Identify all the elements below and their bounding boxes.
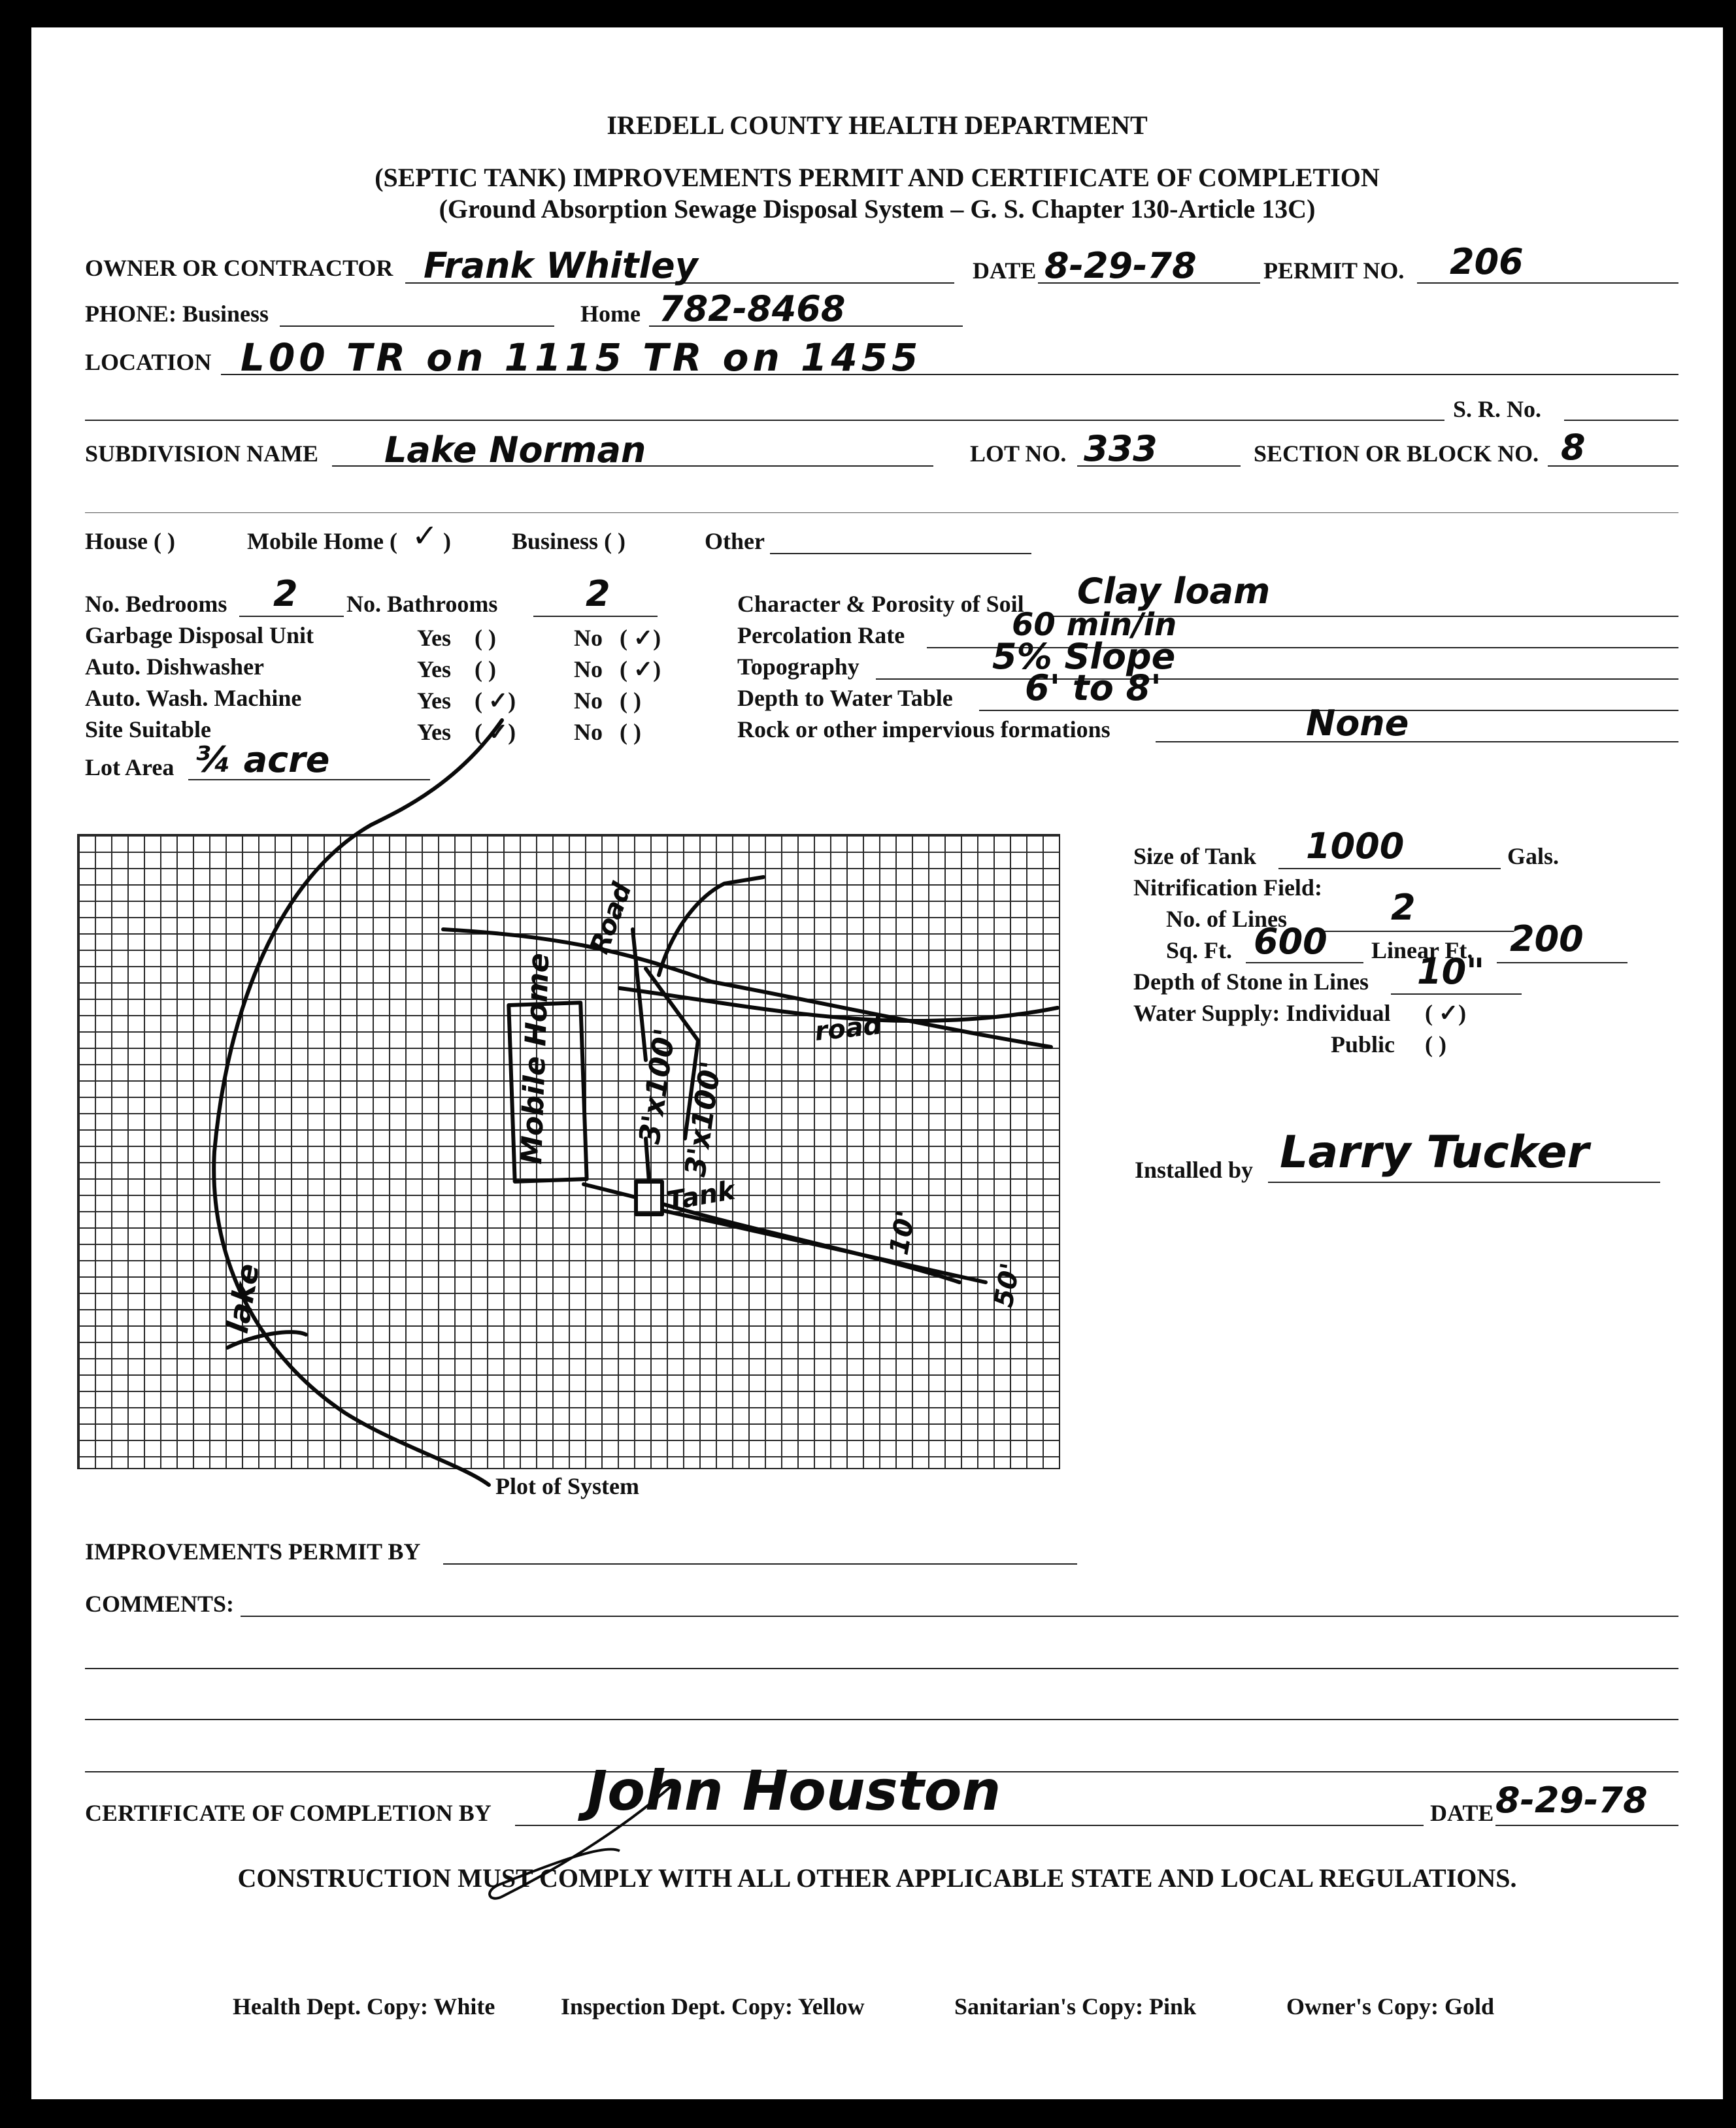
phone-home-label: Home [580,301,641,327]
form-subtitle: (Ground Absorption Sewage Disposal System – G. S. Chapter 130-Article 13C) [439,194,1316,224]
date-label: DATE [973,258,1037,284]
garbage-no: No [574,625,603,651]
soil-value[interactable]: Clay loam [1077,571,1271,612]
section-label: SECTION OR BLOCK NO. [1254,441,1539,467]
site-suitable-label: Site Suitable [85,716,212,742]
sqft-label: Sq. Ft. [1166,937,1233,963]
form-title: (SEPTIC TANK) IMPROVEMENTS PERMIT AND CERTIFICATE OF COMPLETION [375,163,1380,192]
permit-value[interactable]: 206 [1450,241,1524,282]
plot-caption: Plot of System [495,1473,639,1499]
plot-note-distance: 10' [884,1208,922,1257]
nitrification-label: Nitrification Field: [1133,874,1322,901]
site-suitable-yes: Yes [417,719,451,745]
sr-no-label: S. R. No. [1453,396,1542,422]
copy-sanitarian: Sanitarian's Copy: Pink [954,1993,1197,2020]
perc-label: Percolation Rate [737,622,905,648]
field-line-c [662,1210,986,1282]
bathrooms-label: No. Bathrooms [346,591,498,617]
linear-value[interactable]: 200 [1510,918,1584,959]
location-label: LOCATION [85,349,212,375]
dishwasher-yes: Yes [417,656,451,682]
public-mark[interactable]: ( ) [1425,1031,1446,1057]
bedrooms-label: No. Bedrooms [85,591,227,617]
perc-value[interactable]: 60 min/in [1012,607,1177,643]
site-suitable-no: No [574,719,603,745]
owner-label: OWNER OR CONTRACTOR [85,255,393,281]
public-label: Public [1331,1031,1395,1057]
installed-by-label: Installed by [1135,1157,1254,1183]
sqft-value[interactable]: 600 [1254,921,1327,962]
phone-home-value[interactable]: 782-8468 [659,288,846,329]
wash-machine-no-box[interactable]: ( ) [620,688,641,714]
lake-shore-curve [214,720,502,1485]
owner-value[interactable]: Frank Whitley [424,245,698,286]
water-table-value[interactable]: 6' to 8' [1025,667,1161,708]
topography-label: Topography [737,654,860,680]
tank-size-value[interactable]: 1000 [1306,825,1405,867]
certificate-signature[interactable]: John Houston [587,1759,1001,1823]
copy-health: Health Dept. Copy: White [233,1993,495,2020]
water-individual-mark[interactable]: ( ✓) [1425,1000,1467,1026]
tank-size-label: Size of Tank [1133,843,1257,869]
certificate-date-label: DATE [1430,1800,1494,1826]
plot-note-field-2: 3'x100' [678,1059,728,1179]
subdivision-value[interactable]: Lake Norman [384,429,646,471]
dishwasher-no: No [574,656,603,682]
copy-owner: Owner's Copy: Gold [1286,1993,1495,2020]
site-suitable-yes-box[interactable]: ( ✓) [475,719,516,745]
certificate-label: CERTIFICATE OF COMPLETION BY [85,1800,492,1826]
garbage-no-box[interactable]: ( ✓) [620,625,661,651]
linear-label: Linear Ft. [1371,937,1473,963]
certificate-date-value[interactable]: 8-29-78 [1495,1780,1648,1821]
garbage-yes-box[interactable]: ( ) [475,625,496,651]
house-sewer-line [584,1184,636,1197]
lot-area-label: Lot Area [85,754,175,780]
phone-business-label: PHONE: Business [85,301,269,327]
water-supply-label: Water Supply: Individual [1133,1000,1391,1026]
lot-label: LOT NO. [970,441,1067,467]
stone-value[interactable]: 10" [1417,951,1485,992]
wash-machine-yes-box[interactable]: ( ✓) [475,688,516,714]
plot-note-tank: Tank [664,1175,737,1217]
lines-label: No. of Lines [1166,906,1288,932]
date-value[interactable]: 8-29-78 [1044,245,1197,286]
gals-label: Gals. [1507,843,1560,869]
field-line-a [646,1139,649,1182]
signature-flourish [490,1786,672,1899]
topography-value[interactable]: 5% Slope [992,636,1176,677]
wash-machine-no: No [574,688,603,714]
lines-value[interactable]: 2 [1391,887,1416,928]
permit-label: PERMIT NO. [1263,258,1405,284]
dishwasher-no-box[interactable]: ( ✓) [620,656,661,682]
plot-sketch [31,27,1723,2099]
mobile-home-option[interactable]: Mobile Home ( [247,528,397,554]
house-option[interactable]: House ( ) [85,528,175,554]
plot-note-setback: 50' [988,1260,1026,1310]
subdivision-label: SUBDIVISION NAME [85,441,319,467]
other-label: Other [705,528,765,554]
rock-label: Rock or other impervious formations [737,716,1110,742]
lot-area-value[interactable]: ¾ acre [195,739,330,780]
plot-note-lake: lake [219,1261,267,1336]
installed-by-value[interactable]: Larry Tucker [1280,1127,1590,1178]
lot-value[interactable]: 333 [1084,428,1158,469]
improvements-permit-label: IMPROVEMENTS PERMIT BY [85,1538,421,1565]
department-title: IREDELL COUNTY HEALTH DEPARTMENT [607,110,1148,140]
wash-machine-yes: Yes [417,688,451,714]
plot-note-mobile-home: Mobile Home [515,952,556,1165]
tank-outline [636,1182,662,1214]
section-value[interactable]: 8 [1561,427,1586,468]
location-value[interactable]: L00 TR on 1115 TR on 1455 [241,335,922,380]
copy-inspection: Inspection Dept. Copy: Yellow [561,1993,865,2020]
dishwasher-label: Auto. Dishwasher [85,654,265,680]
soil-label: Character & Porosity of Soil [737,591,1024,617]
bathrooms-value[interactable]: 2 [586,573,610,614]
site-suitable-no-box[interactable]: ( ) [620,719,641,745]
water-table-label: Depth to Water Table [737,685,953,711]
mobile-home-close: ) [443,528,451,554]
bedrooms-value[interactable]: 2 [273,573,298,614]
garbage-yes: Yes [417,625,451,651]
business-option[interactable]: Business ( ) [512,528,626,554]
mobile-home-check[interactable]: ✓ [412,518,439,554]
plot-note-field-1: 3'x100' [633,1026,682,1146]
plot-note-road-2: Road [584,878,638,958]
compliance-notice: CONSTRUCTION MUST COMPLY WITH ALL OTHER APPLICABLE STATE AND LOCAL REGULATIONS. [237,1863,1517,1893]
garbage-label: Garbage Disposal Unit [85,622,314,648]
stone-label: Depth of Stone in Lines [1133,969,1369,995]
comments-label: COMMENTS: [85,1591,234,1617]
wash-machine-label: Auto. Wash. Machine [85,685,302,711]
permit-form [31,27,1723,2099]
rock-value[interactable]: None [1306,703,1409,744]
dishwasher-yes-box[interactable]: ( ) [475,656,496,682]
plot-note-road-1: road [813,1010,884,1047]
